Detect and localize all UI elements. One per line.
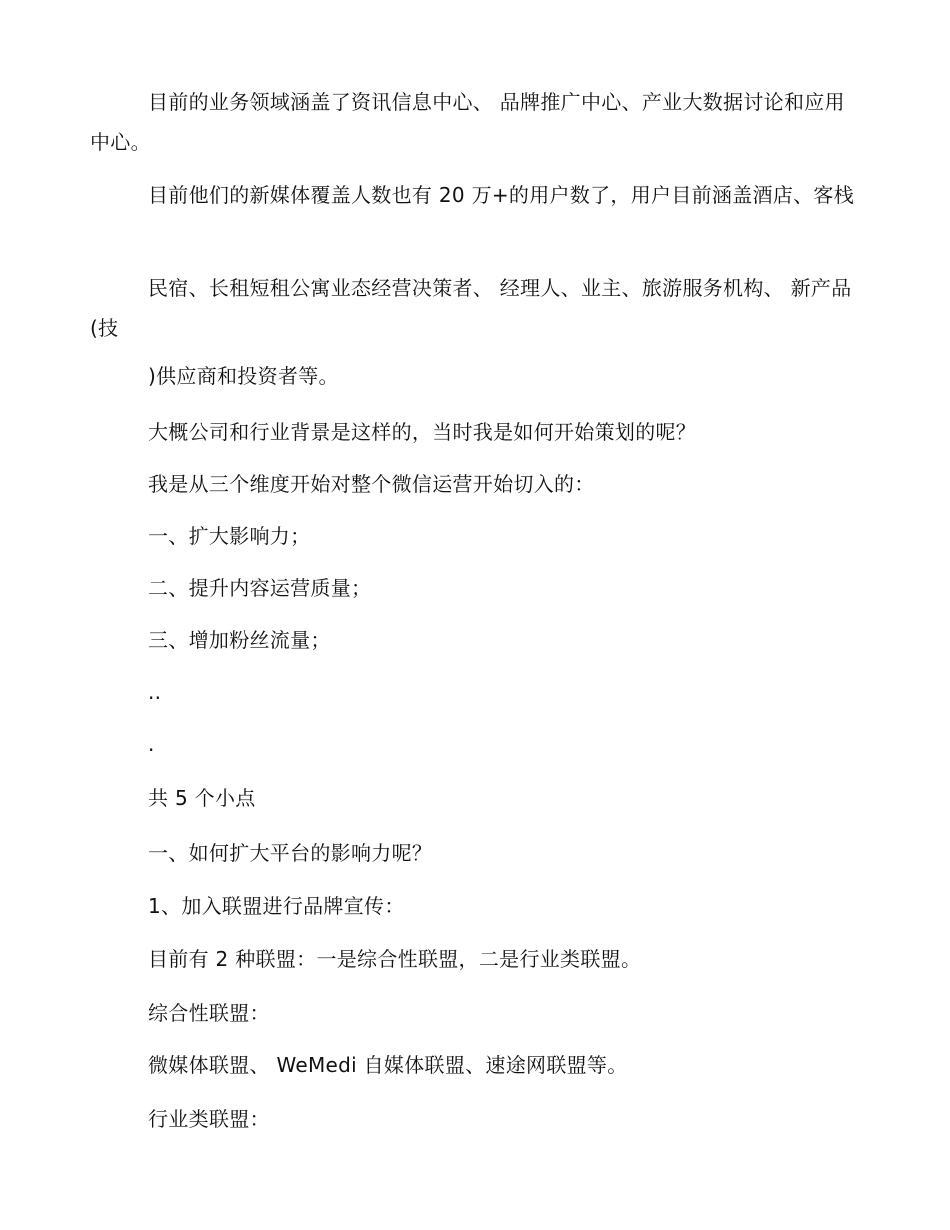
paragraph-user-coverage: 目前他们的新媒体覆盖人数也有 20 万+的用户数了，用户目前涵盖酒店、客栈 [148,183,855,207]
paragraph-background: 大概公司和行业背景是这样的，当时我是如何开始策划的呢？ [148,420,697,444]
paragraph-business-scope: 目前的业务领域涵盖了资讯信息中心、 品牌推广中心、产业大数据讨论和应用中心。 [90,90,845,154]
list-item-2: 二、提升内容运营质量； [148,576,372,600]
list-item-1: 一、扩大影响力； [148,524,311,548]
paragraph-alliance-examples: 微媒体联盟、 WeMedi 自媒体联盟、速途网联盟等。 [148,1053,628,1077]
paragraph-two-alliances: 目前有 2 种联盟：一是综合性联盟，二是行业类联盟。 [148,947,642,971]
ellipsis-single: . [148,732,155,756]
paragraph-suppliers: )供应商和投资者等。 [148,364,339,388]
paragraph-user-types: 民宿、长租短租公寓业态经营决策者、 经理人、业主、旅游服务机构、 新产品 (技 [90,276,852,340]
paragraph-three-dimensions: 我是从三个维度开始对整个微信运营开始切入的： [148,472,595,496]
label-comprehensive-alliance: 综合性联盟： [148,1001,270,1025]
paragraph-five-points: 共 5 个小点 [148,786,256,810]
ellipsis-double: .. [148,680,162,704]
section-heading-influence: 一、如何扩大平台的影响力呢？ [148,841,433,865]
label-industry-alliance: 行业类联盟： [148,1107,270,1131]
subheading-join-alliance: 1、加入联盟进行品牌宣传： [148,894,405,918]
list-item-3: 三、增加粉丝流量； [148,628,331,652]
